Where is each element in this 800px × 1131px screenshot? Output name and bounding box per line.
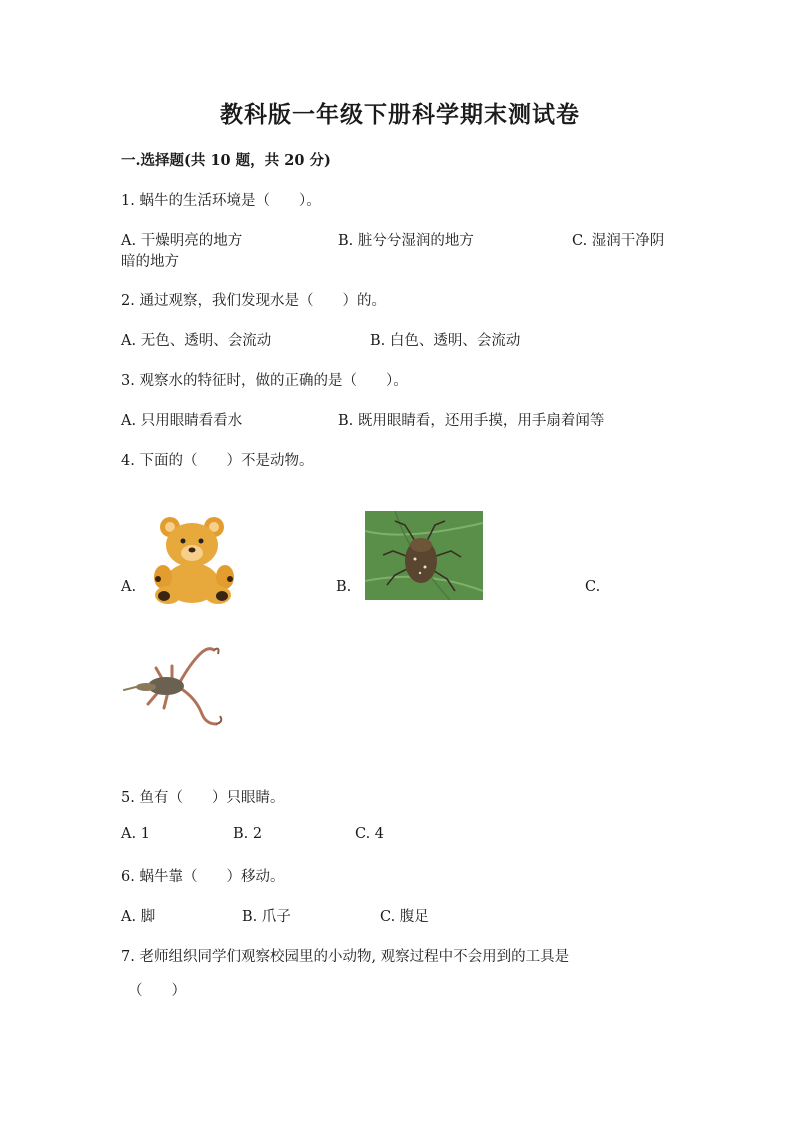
question-6-option-b: B. 爪子 (242, 909, 291, 925)
question-5-option-c: C. 4 (355, 826, 385, 842)
question-5-option-b: B. 2 (233, 826, 263, 842)
question-3-stem: 3. 观察水的特征时，做的正确的是（ ）。 (121, 373, 408, 389)
question-7-stem: 7. 老师组织同学们观察校园里的小动物, 观察过程中不会用到的工具是 (121, 949, 570, 965)
question-7-answer-blank: （ ） (128, 983, 186, 999)
question-5-option-a: A. 1 (121, 826, 150, 842)
question-1-option-c: C. 湿润干净阴 (572, 233, 665, 249)
question-1-stem: 1. 蜗牛的生活环境是（ ）。 (121, 193, 321, 209)
scorpion-picture (120, 642, 224, 730)
question-4-option-b: B. (336, 579, 352, 595)
question-6-option-c: C. 腹足 (380, 909, 429, 925)
section-heading: 一.选择题(共 10 题，共 20 分) (121, 152, 331, 169)
page-title: 教科版一年级下册科学期末测试卷 (220, 101, 580, 128)
question-4-stem: 4. 下面的（ ）不是动物。 (121, 453, 314, 469)
teddy-bear-picture (150, 513, 240, 605)
question-1-option-a: A. 干燥明亮的地方 (121, 233, 243, 249)
question-2-option-b: B. 白色、透明、会流动 (370, 333, 521, 349)
question-6-stem: 6. 蜗牛靠（ ）移动。 (121, 869, 285, 885)
question-1-option-c-continued: 暗的地方 (121, 254, 179, 270)
question-1-option-b: B. 脏兮兮湿润的地方 (338, 233, 474, 249)
question-3-option-a: A. 只用眼睛看看水 (121, 413, 243, 429)
question-4-option-a: A. (121, 579, 137, 595)
stink-bug-picture (365, 511, 483, 600)
question-3-option-b: B. 既用眼睛看，还用手摸，用手扇着闻等 (338, 413, 605, 429)
question-2-option-a: A. 无色、透明、会流动 (121, 333, 272, 349)
question-2-stem: 2. 通过观察，我们发现水是（ ）的。 (121, 293, 386, 309)
question-4-option-c: C. (585, 579, 601, 595)
question-5-stem: 5. 鱼有（ ）只眼睛。 (121, 790, 285, 806)
question-6-option-a: A. 脚 (121, 909, 156, 925)
